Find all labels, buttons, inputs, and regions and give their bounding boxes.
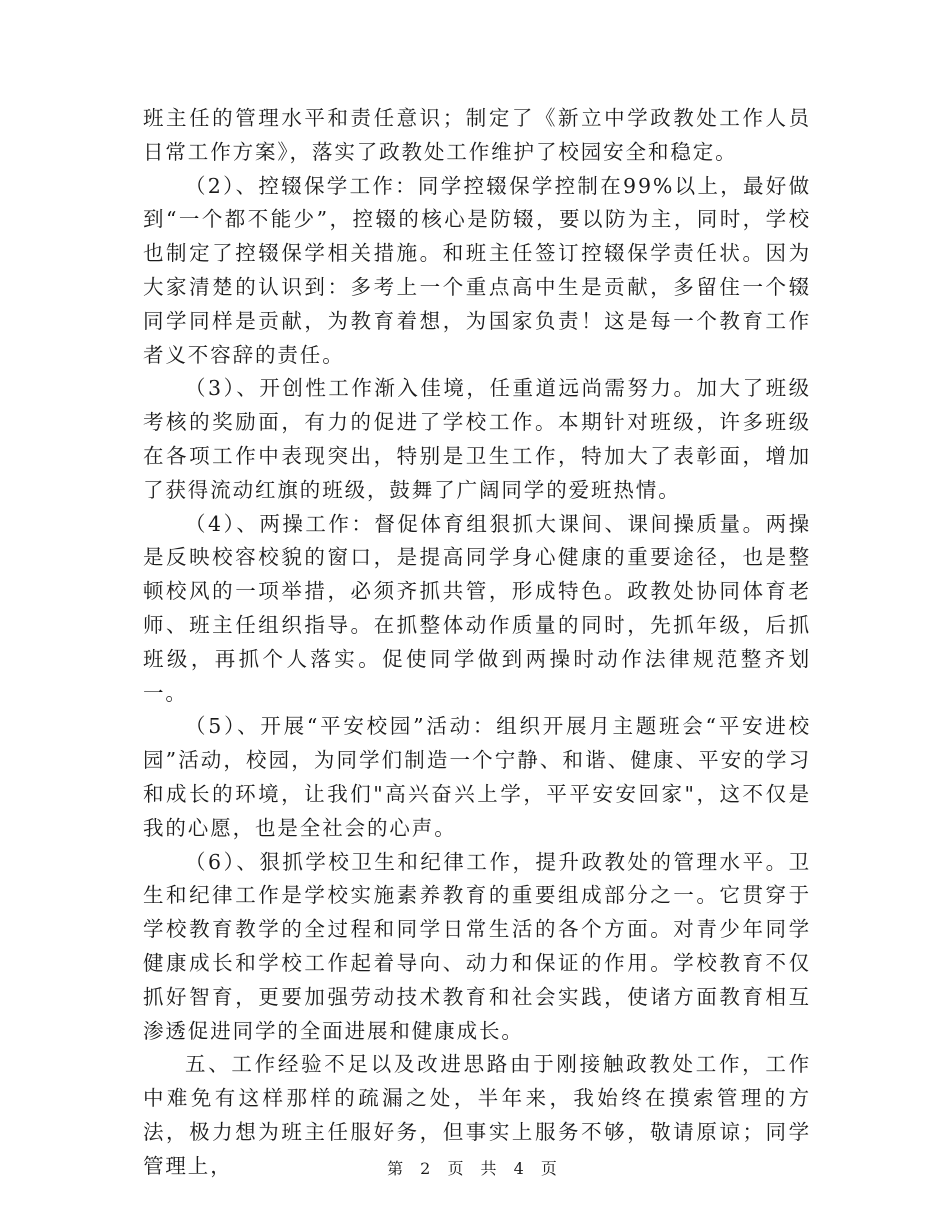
paragraph-hygiene-discipline: （6）、狠抓学校卫生和纪律工作，提升政教处的管理水平。卫生和纪律工作是学校实施素养教育的重要组成部分之一。它贯穿于学校教育教学的全过程和同学日常生活的各个方面。对青少年同学健康成长和学校工作起着导向、动力和保证的作用。学校教育不仅抓好智育，更要加强劳动技术教育和社会实践，使诸方面教育相互渗透促进同学的全面进展和健康成长。 [143,849,811,1043]
paragraph-exercises: （4）、两操工作：督促体育组狠抓大课间、课间操质量。两操是反映校容校貌的窗口，是提高同学身心健康的重要途径，也是整顿校风的一项举措，必须齐抓共管，形成特色。政教处协同体育老师、班主任组织指导。在抓整体动作质量的同时，先抓年级，后抓班级，再抓个人落实。促使同学做到两操时动作法律规范整齐划一。 [143,511,811,705]
page-number-footer: 第 2 页 共 4 页 [387,1159,563,1178]
document-body [143,102,811,1184]
paragraph-experience-improvement: 五、工作经验不足以及改进思路由于刚接触政教处工作，工作中难免有这样那样的疏漏之处，半年来，我始终在摸索管理的方法，极力想为班主任服好务，但事实上服务不够，敬请原谅；同学管理上， [143,1052,811,1178]
paragraph-dropout-control: （2）、控辍保学工作：同学控辍保学控制在99%以上，最好做到“一个都不能少”，控辍的核心是防辍，要以防为主，同时，学校也制定了控辍保学相关措施。和班主任签订控辍保学责任状。因为大家清楚的认识到：多考上一个重点高中生是贡献，多留住一个辍同学同样是贡献，为教育着想，为国家负责！这是每一个教育工作者义不容辞的责任。 [143,173,811,367]
paragraph-continuation: 班主任的管理水平和责任意识；制定了《新立中学政教处工作人员日常工作方案》，落实了政教处工作维护了校园安全和稳定。 [143,106,811,164]
paragraph-innovative-work: （3）、开创性工作渐入佳境，任重道远尚需努力。加大了班级考核的奖励面，有力的促进了学校工作。本期针对班级，许多班级在各项工作中表现突出，特别是卫生工作，特加大了表彰面，增加了获得流动红旗的班级，鼓舞了广阔同学的爱班热情。 [143,376,811,502]
paragraph-safe-campus: （5）、开展“平安校园”活动：组织开展月主题班会“平安进校园”活动，校园，为同学们制造一个宁静、和谐、健康、平安的学习和成长的环境，让我们"高兴奋兴上学，平平安安回家"，这不仅是我的心愿，也是全社会的心声。 [143,714,811,840]
